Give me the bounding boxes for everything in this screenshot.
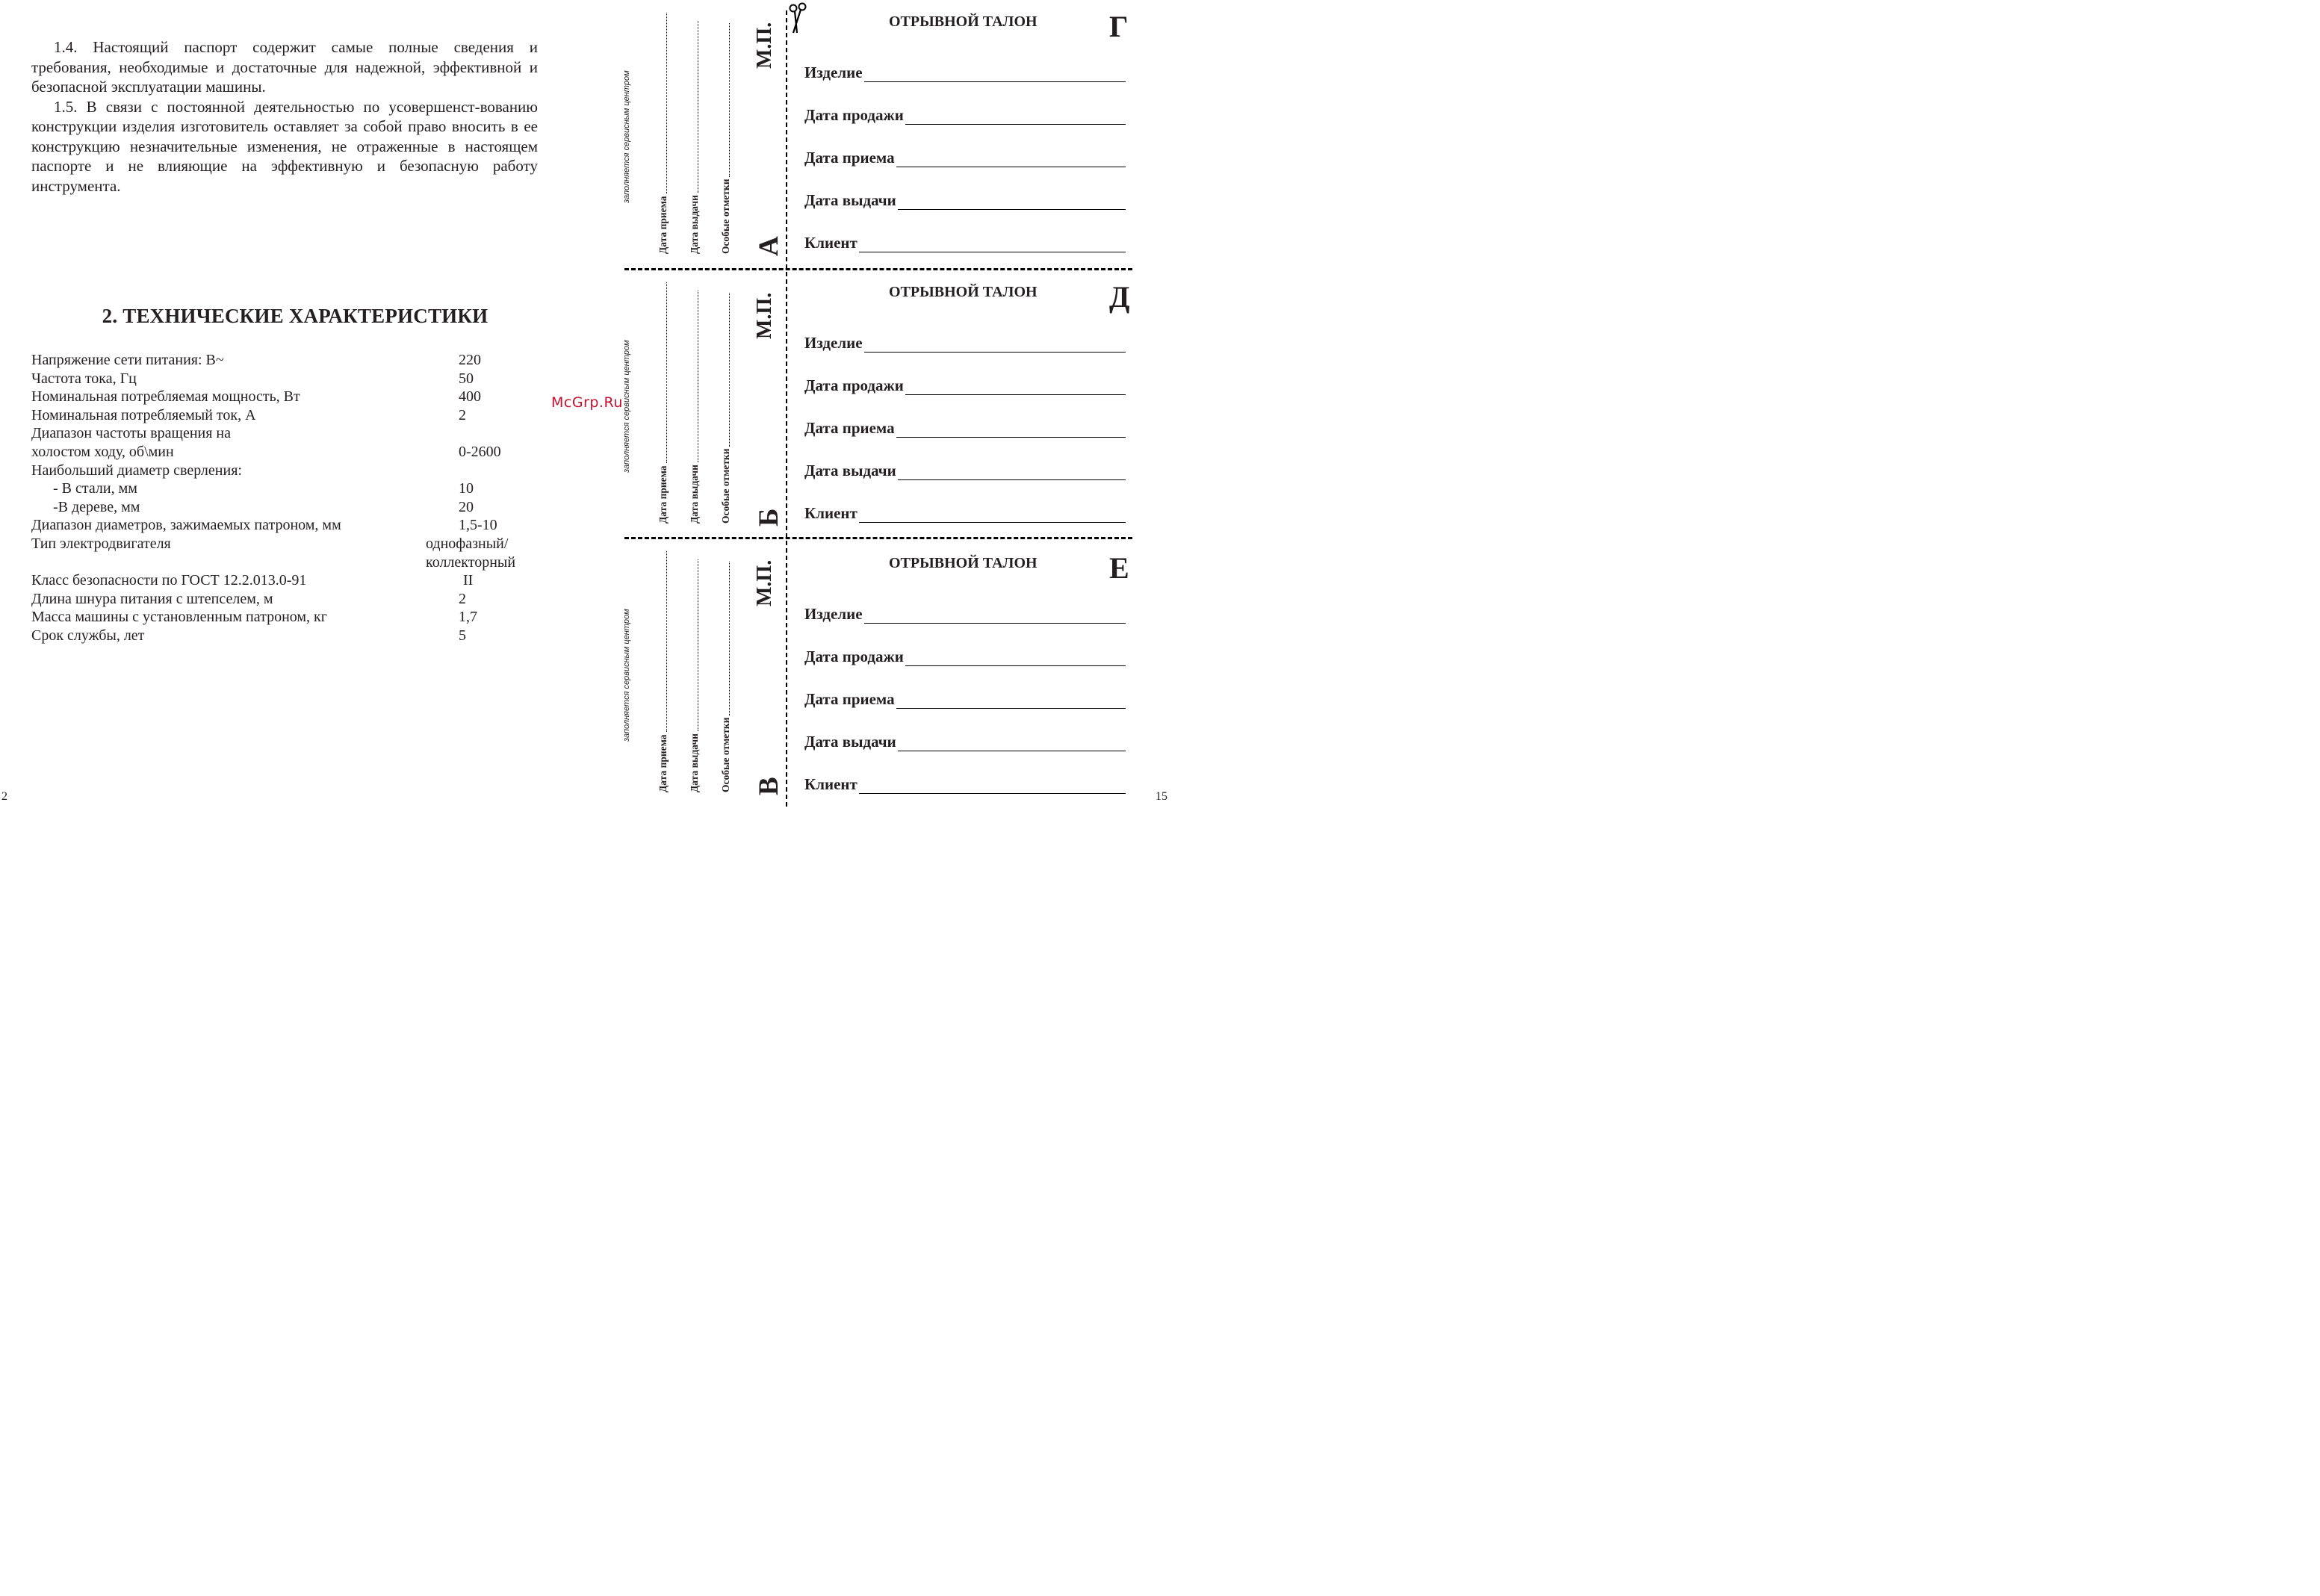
field-label: Дата выдачи xyxy=(804,462,896,479)
field-line[interactable] xyxy=(859,507,1126,523)
fill-note: заполняется сервисным центром xyxy=(622,609,631,742)
fill-note: заполняется сервисным центром xyxy=(622,70,631,203)
stub-letter: В xyxy=(754,777,784,795)
stub-field-receive xyxy=(657,13,669,254)
talon-field-sale-date xyxy=(804,105,1126,125)
stub-field-label: Дата приема xyxy=(657,196,669,254)
talon-field-issue-date xyxy=(804,732,1126,751)
field-label: Клиент xyxy=(804,234,857,252)
horizontal-cut-line xyxy=(624,537,1132,539)
spec-value: 50 xyxy=(459,370,474,387)
intro-text xyxy=(31,37,538,196)
stub-field-receive xyxy=(657,282,669,524)
talon-field-sale-date xyxy=(804,647,1126,666)
spec-label: Тип электродвигателя xyxy=(31,535,171,552)
specs-table xyxy=(31,351,554,645)
spec-row xyxy=(31,535,554,553)
spec-row xyxy=(31,351,554,370)
field-line[interactable] xyxy=(905,379,1126,395)
spec-row xyxy=(31,406,554,425)
stub-field-notes xyxy=(720,23,732,254)
spec-value: 400 xyxy=(459,388,481,406)
field-label: Дата выдачи xyxy=(804,733,896,751)
field-label: Дата приема xyxy=(804,419,895,437)
talon-letter: Г xyxy=(1109,10,1129,43)
field-label: Изделие xyxy=(804,334,863,352)
spec-value: 1,5-10 xyxy=(459,517,497,534)
spec-value: 10 xyxy=(459,480,474,497)
page-number-left: 2 xyxy=(1,790,7,803)
stamp-mark: М.П. xyxy=(753,292,776,339)
horizontal-cut-line xyxy=(624,268,1132,270)
talon-field-product xyxy=(804,333,1126,353)
scissors-icon xyxy=(787,1,810,34)
stamp-mark: М.П. xyxy=(753,22,776,69)
section-heading: 2. ТЕХНИЧЕСКИЕ ХАРАКТЕРИСТИКИ xyxy=(102,305,488,327)
field-label: Дата продажи xyxy=(804,106,904,124)
field-line[interactable] xyxy=(896,422,1126,438)
talon-field-sale-date xyxy=(804,376,1126,395)
page-number-right: 15 xyxy=(1156,790,1167,803)
stub-field-label: Дата выдачи xyxy=(689,465,700,524)
spec-label: холостом ходу, об\мин xyxy=(31,443,174,460)
talon-field-issue-date xyxy=(804,190,1126,210)
field-label: Дата приема xyxy=(804,690,895,708)
spec-label: Частота тока, Гц xyxy=(31,370,137,387)
field-label: Изделие xyxy=(804,605,863,623)
spec-value: 2 xyxy=(459,406,466,423)
dotted-line xyxy=(722,293,730,447)
field-line[interactable] xyxy=(864,66,1126,82)
spec-row xyxy=(31,479,554,498)
talon-field-issue-date xyxy=(804,461,1126,480)
vertical-cut-line xyxy=(786,10,787,807)
spec-value: 220 xyxy=(459,352,481,368)
stub-field-label: Дата приема xyxy=(657,734,669,792)
stamp-mark: М.П. xyxy=(753,559,776,606)
spec-label: Номинальная потребляемый ток, А xyxy=(31,406,256,423)
talon-field-receive-date xyxy=(804,418,1126,438)
talon-field-product xyxy=(804,63,1126,82)
stub-field-label: Дата выдачи xyxy=(689,195,700,254)
field-line[interactable] xyxy=(864,337,1126,353)
field-line[interactable] xyxy=(864,608,1126,624)
stub-field-notes xyxy=(720,293,732,524)
talon-title: ОТРЫВНОЙ ТАЛОН xyxy=(889,284,1038,300)
talon-letter: Е xyxy=(1109,551,1129,585)
talon-field-receive-date xyxy=(804,148,1126,167)
spec-row xyxy=(31,590,554,609)
spec-row xyxy=(31,498,554,517)
talon-field-client xyxy=(804,774,1126,794)
watermark: McGrp.Ru xyxy=(551,394,623,411)
spec-value: 0-2600 xyxy=(459,443,501,460)
spec-row xyxy=(31,443,554,462)
dotted-line xyxy=(691,559,698,731)
spec-row xyxy=(31,627,554,645)
spec-label: Наибольший диаметр сверления: xyxy=(31,462,242,479)
spec-value: коллекторный xyxy=(426,553,516,571)
spec-row xyxy=(31,553,554,572)
field-line[interactable] xyxy=(898,194,1126,210)
dotted-line xyxy=(722,562,730,715)
spec-value: 20 xyxy=(459,498,474,515)
field-line[interactable] xyxy=(905,650,1126,666)
talon-title: ОТРЫВНОЙ ТАЛОН xyxy=(889,555,1038,571)
dotted-line xyxy=(660,282,667,463)
field-line[interactable] xyxy=(896,693,1126,709)
dotted-line xyxy=(722,23,730,177)
paragraph-1-5: 1.5. В связи с постоянной деятельностью по усовершенст-вованию конструкции изделия изготовитель оставляет за собой право вносить в ее конструкцию незначительные изменения, не отраженные в настоящем паспорте и не влияющие на эффективную и безопасную работу инструмента. xyxy=(31,97,538,195)
stub-field-label: Особые отметки xyxy=(720,178,731,254)
spec-row xyxy=(31,424,554,443)
spec-label: Срок службы, лет xyxy=(31,627,145,644)
talon-field-client xyxy=(804,233,1126,252)
field-line[interactable] xyxy=(896,152,1126,167)
field-line[interactable] xyxy=(859,778,1126,794)
spec-row xyxy=(31,571,554,590)
spec-row xyxy=(31,516,554,535)
stub-field-label: Дата приема xyxy=(657,465,669,524)
stub-field-receive xyxy=(657,551,669,792)
spec-row xyxy=(31,388,554,406)
field-label: Дата продажи xyxy=(804,648,904,665)
spec-label: Диапазон диаметров, зажимаемых патроном, мм xyxy=(31,517,341,534)
stub-field-label: Особые отметки xyxy=(720,448,731,524)
spec-label: Напряжение сети питания: В~ xyxy=(31,352,224,368)
field-line[interactable] xyxy=(898,465,1126,480)
stub-letter: Б xyxy=(754,508,784,527)
stub-field-label: Дата выдачи xyxy=(689,733,700,792)
field-label: Дата приема xyxy=(804,149,895,167)
stub-field-notes xyxy=(720,562,732,792)
spec-value: 5 xyxy=(459,627,466,644)
spec-label: Номинальная потребляемая мощность, Вт xyxy=(31,388,300,406)
talon-field-client xyxy=(804,503,1126,523)
spec-row xyxy=(31,370,554,388)
stub-letter: А xyxy=(754,236,784,256)
spec-label: Диапазон частоты вращения на xyxy=(31,425,232,442)
paragraph-1-4: 1.4. Настоящий паспорт содержит самые полные сведения и требования, необходимые и достаточные для надежной, эффективной и безопасной эксплуатации машины. xyxy=(31,38,538,96)
talon-field-product xyxy=(804,604,1126,624)
spec-label: -В дереве, мм xyxy=(53,498,140,515)
spec-value: 1,7 xyxy=(459,609,477,626)
spec-row xyxy=(31,462,554,480)
field-line[interactable] xyxy=(905,109,1126,125)
spec-value: 2 xyxy=(459,590,466,607)
spec-label: Класс безопасности по ГОСТ 12.2.013.0-91 xyxy=(31,572,307,589)
field-label: Клиент xyxy=(804,504,857,522)
spec-label: - В стали, мм xyxy=(53,480,137,497)
field-label: Дата продажи xyxy=(804,376,904,394)
field-label: Клиент xyxy=(804,775,857,793)
field-label: Изделие xyxy=(804,63,863,81)
field-label: Дата выдачи xyxy=(804,191,896,209)
stub-field-issue xyxy=(689,291,701,524)
dotted-line xyxy=(660,13,667,193)
field-line[interactable] xyxy=(859,237,1126,252)
spec-label: Масса машины с установленным патроном, кг xyxy=(31,609,327,626)
stub-field-issue xyxy=(689,559,701,792)
dotted-line xyxy=(660,551,667,732)
spec-value: однофазный/ xyxy=(426,535,509,552)
talon-title: ОТРЫВНОЙ ТАЛОН xyxy=(889,13,1038,30)
spec-label: Длина шнура питания с штепселем, м xyxy=(31,590,273,607)
stub-field-issue xyxy=(689,21,701,254)
fill-note: заполняется сервисным центром xyxy=(622,340,631,473)
field-line[interactable] xyxy=(898,736,1126,751)
spec-value: II xyxy=(463,572,474,589)
stub-field-label: Особые отметки xyxy=(720,717,731,792)
talon-letter: Д xyxy=(1109,280,1130,314)
talon-field-receive-date xyxy=(804,689,1126,709)
dotted-line xyxy=(691,21,698,193)
spec-row xyxy=(31,608,554,627)
dotted-line xyxy=(691,291,698,462)
